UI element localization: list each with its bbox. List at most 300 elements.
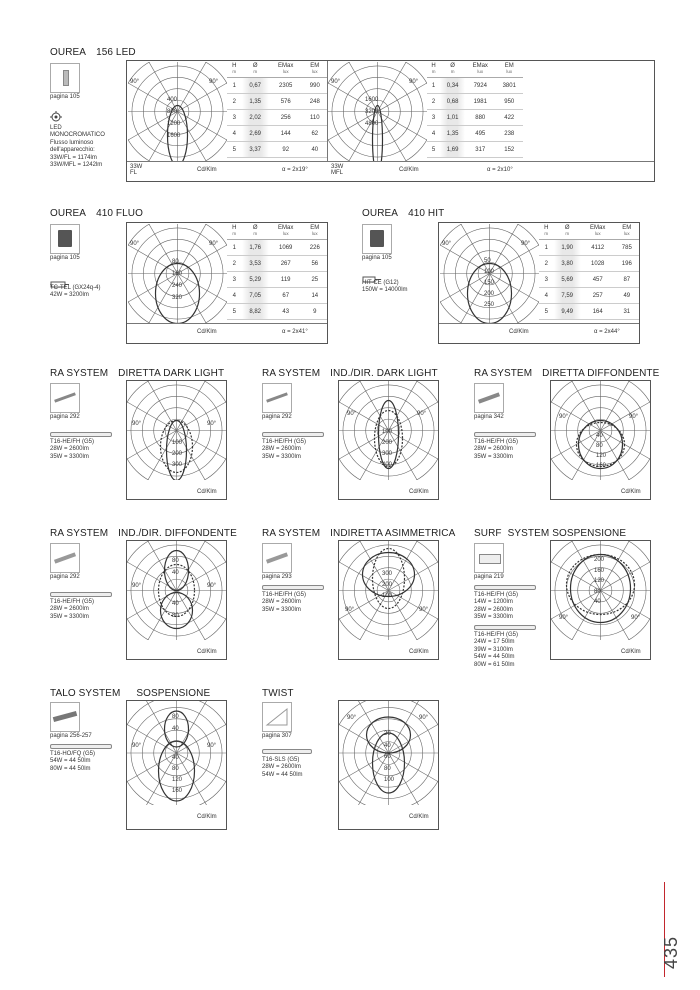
flux-value-1: 28W = 2600lm [50, 606, 89, 613]
cdklm-label: Cd/Klm [197, 489, 217, 495]
cdklm-label: Cd/Klm [621, 649, 641, 655]
table-row [539, 304, 639, 320]
cdklm-label: Cd/Klm [197, 329, 217, 335]
ring-labels-up [172, 711, 179, 735]
flux-value: 24W = 17 50lm [474, 639, 515, 646]
ra-ind-diff-title [50, 528, 237, 539]
ring-label: 100 [484, 269, 495, 275]
photometric-panel-surf [550, 540, 651, 660]
table-row [427, 94, 523, 110]
illuminance-table-fl [227, 61, 327, 158]
title-part-a: RA SYSTEM [262, 528, 321, 539]
table-cell: 2 [427, 94, 440, 110]
th: EM [622, 225, 632, 231]
angle-left-label: 90° [345, 607, 355, 613]
table-cell: 2305 [269, 78, 303, 94]
table-cell: 9,49 [554, 304, 581, 320]
table-cell: 43 [269, 304, 303, 320]
flux-label-2: dell'apparecchio: [50, 147, 95, 154]
ring-label: 150 [484, 280, 495, 286]
table-cell: 4 [539, 288, 554, 304]
angle-left-label: 90° [331, 79, 341, 85]
ring-label: 240 [172, 283, 183, 289]
lamp-tube-icon [474, 585, 536, 590]
ourea410fluo-title [50, 208, 143, 219]
angle-right-label: 90° [207, 421, 217, 427]
table-cell: 3,80 [554, 256, 581, 272]
ring-label: 200 [382, 582, 393, 588]
cdklm-label: Cd/Klm [409, 489, 429, 495]
lamp-icon [362, 270, 382, 277]
title-part-b: 410 FLUO [96, 208, 143, 219]
th: EM [310, 63, 320, 69]
title-part-b: SOSPENSIONE [136, 688, 211, 699]
table-cell: 3,37 [242, 142, 269, 158]
flux-value-2: 35W = 3300lm [50, 613, 89, 620]
table-cell: 40 [303, 142, 327, 158]
lamp-type: T16-HE/FH (G5) [50, 439, 95, 445]
photometric-panel-ra-indiretta [338, 540, 439, 660]
table-cell: 14 [303, 288, 327, 304]
table-cell: 576 [269, 94, 303, 110]
ring-label: 200 [484, 291, 495, 297]
lamp-tube-icon [50, 432, 112, 437]
lamp-spec [50, 439, 94, 461]
lamp-tube-icon [262, 585, 324, 590]
angle-left-label: 90° [130, 79, 140, 85]
th: Ø [252, 63, 258, 69]
illuminance-table [539, 223, 639, 320]
table-cell: 1 [227, 240, 242, 256]
lamp-type: T16-HE/FH (G5) [474, 439, 519, 445]
lamp-spec [50, 285, 100, 300]
table-cell: 1 [539, 240, 554, 256]
title-part-b: 410 HIT [408, 208, 445, 219]
table-cell: 49 [615, 288, 639, 304]
ring-label: 120 [594, 578, 605, 584]
ring-label: 80 [596, 443, 603, 449]
th-unit: m [565, 231, 570, 236]
table-cell: 119 [269, 272, 303, 288]
flux-value: 150W = 14000lm [362, 287, 408, 294]
ring-label: 80 [172, 613, 179, 619]
angle-left-label: 90° [347, 411, 357, 417]
table-cell: 3 [227, 110, 242, 126]
table-cell: 56 [303, 256, 327, 272]
ring-label: 80 [384, 765, 391, 772]
ring-labels-fl [167, 94, 180, 142]
flux-value-2: 35W = 3300lm [262, 453, 301, 460]
page-ref: pagina 219 [474, 574, 504, 580]
flux-value-2: 35W = 3300lm [474, 453, 513, 460]
angle-left-label: 90° [130, 241, 140, 247]
th-unit: lux [311, 231, 318, 236]
table-cell: 5,29 [242, 272, 269, 288]
flux-value-1: 54W = 44 50lm [50, 758, 91, 765]
photometric-panel-talo [126, 700, 227, 830]
table-cell: 164 [581, 304, 615, 320]
table-cell: 9 [303, 304, 327, 320]
ring-label: 40 [596, 433, 603, 439]
table-row [539, 256, 639, 272]
ring-labels [172, 256, 182, 304]
table-cell: 2,69 [242, 126, 269, 142]
th-unit: lux [506, 69, 513, 74]
ra-diff-title [474, 368, 659, 379]
cdklm-label: Cd/Klm [197, 167, 217, 173]
ring-label: 300 [382, 451, 393, 457]
title-part-a: OUREA [362, 208, 399, 219]
table-row [227, 304, 327, 320]
table-cell: 2 [539, 256, 554, 272]
table-cell: 67 [269, 288, 303, 304]
title-part-a: TALO SYSTEM [50, 688, 121, 699]
lamp-tube-icon [262, 749, 312, 754]
table-cell: 152 [496, 142, 523, 158]
th: EMax [278, 225, 294, 231]
lamp-type: T16-HE/FH (G5) [50, 599, 95, 605]
title-part-b: INDIRETTA ASIMMETRICA [330, 528, 456, 539]
lamp-type: T16-HO/FQ (G5) [50, 751, 96, 757]
title-part-b: SYSTEM SOSPENSIONE [507, 528, 627, 539]
product-thumbnail [50, 224, 80, 254]
led-label: LED [50, 125, 62, 131]
table-cell: 5 [427, 142, 440, 158]
title-part-a: RA SYSTEM [50, 368, 109, 379]
ring-label: 100 [382, 429, 393, 435]
footer-watt: 33W [130, 164, 143, 170]
th-unit: lux [477, 69, 484, 74]
lamp-spec [262, 757, 303, 779]
led-type: MONOCROMATICO [50, 132, 105, 139]
ring-label: 50 [484, 258, 491, 264]
flux-value-1: 28W = 2600lm [262, 599, 301, 606]
footer-variant: FL [130, 170, 138, 176]
title-part-b: DIRETTA DARK LIGHT [118, 368, 225, 379]
th: Ø [252, 225, 258, 231]
photometric-panel-ourea410fluo [126, 222, 328, 344]
table-cell: 238 [496, 126, 523, 142]
page-ref: pagina 105 [50, 255, 80, 261]
lamp-spec-2 [474, 632, 518, 669]
ring-labels-mfl [365, 94, 378, 130]
photometric-panel-ra-ind-dark [338, 380, 439, 500]
flux-value-1: 28W = 2600lm [50, 446, 89, 453]
product-thumbnail [262, 383, 292, 413]
table-cell: 4112 [581, 240, 615, 256]
table-cell: 4 [427, 126, 440, 142]
table-row [227, 272, 327, 288]
ring-label: 3200 [365, 109, 379, 115]
table-row [227, 288, 327, 304]
table-cell: 2 [227, 256, 242, 272]
ring-labels [594, 555, 604, 608]
table-row [227, 110, 327, 126]
lamp-spec-1 [474, 592, 518, 622]
product-thumbnail [50, 543, 80, 573]
flux-value-1: 28W = 2600lm [262, 446, 301, 453]
title-part-a: RA SYSTEM [262, 368, 321, 379]
th-unit: lux [311, 69, 318, 74]
th-unit: m [232, 69, 237, 74]
lamp-type: T16-HE/FH (G5) [262, 439, 307, 445]
ring-label: 200 [594, 557, 605, 563]
table-cell: 92 [269, 142, 303, 158]
table-row [539, 272, 639, 288]
angle-right-label: 90° [521, 241, 531, 247]
table-cell: 1,01 [440, 110, 465, 126]
title-part-b: IND./DIR. DIFFONDENTE [118, 528, 237, 539]
th: H [232, 63, 237, 69]
table-row [227, 78, 327, 94]
photometric-panel-ra-ind-diff [126, 540, 227, 660]
photometric-panel-twist [338, 700, 439, 830]
table-cell: 256 [269, 110, 303, 126]
table-cell: 0,67 [242, 78, 269, 94]
lamp-tube-icon [474, 432, 536, 437]
page-ref: pagina 292 [50, 414, 80, 420]
led-spec [50, 125, 105, 169]
flux-value: 54W = 44 50lm [474, 654, 515, 661]
ourea410hit-title [362, 208, 444, 219]
lamp-type: TC-TEL (GX24q-4) [50, 285, 101, 291]
table-cell: 5,69 [554, 272, 581, 288]
table-row [427, 78, 523, 94]
table-cell: 267 [269, 256, 303, 272]
ring-label: 4800 [365, 121, 379, 127]
product-thumbnail [474, 543, 504, 573]
flux-value-2: 35W = 3300lm [262, 606, 301, 613]
angle-right-label: 90° [631, 615, 641, 621]
ring-labels-down [172, 753, 182, 797]
table-cell: 4 [227, 288, 242, 304]
table-row [227, 240, 327, 256]
product-thumbnail [262, 543, 292, 573]
flux-value-2: 33W/MFL = 1242lm [50, 162, 103, 169]
footer-variant: MFL [331, 170, 343, 176]
ring-label: 20 [384, 731, 391, 737]
cdklm-label: Cd/Klm [409, 649, 429, 655]
ra-indiretta-title [262, 528, 455, 539]
table-cell: 226 [303, 240, 327, 256]
ring-label: 300 [382, 571, 393, 577]
angle-left-label: 90° [347, 715, 357, 721]
beam-angle: α = 2x10° [487, 167, 513, 173]
table-cell: 7924 [465, 78, 496, 94]
ring-label: 100 [384, 777, 395, 783]
angle-right-label: 90° [629, 414, 639, 420]
talo-title [50, 688, 210, 699]
th-unit: m [544, 231, 549, 236]
flux-value: 39W = 3100lm [474, 646, 513, 653]
th-unit: m [232, 231, 237, 236]
ring-label: 1600 [167, 133, 181, 139]
angle-right-label: 90° [207, 583, 217, 589]
ring-label: 200 [172, 451, 183, 457]
table-cell: 1,90 [554, 240, 581, 256]
table-cell: 196 [615, 256, 639, 272]
table-cell: 144 [269, 126, 303, 142]
ourea156-title [50, 47, 136, 58]
th: EMax [590, 225, 606, 231]
ring-label: 40 [384, 742, 391, 749]
angle-right-label: 90° [209, 79, 219, 85]
ring-label: 80 [594, 588, 601, 595]
flux-value: 42W = 3200lm [50, 292, 89, 299]
title-part-a: RA SYSTEM [50, 528, 109, 539]
table-row [427, 126, 523, 142]
page-ref: pagina 105 [362, 255, 392, 261]
photometric-panel-ra-diff [550, 380, 651, 500]
surf-title [474, 528, 626, 539]
table-cell: 2 [227, 94, 242, 110]
table-cell: 3801 [496, 78, 523, 94]
ring-label: 80 [172, 766, 179, 772]
ring-label: 1600 [365, 97, 379, 103]
ra-ind-dark-title [262, 368, 438, 379]
title-part-a: SURF [474, 528, 502, 539]
flux-value-1: 28W = 2600lm [262, 764, 301, 771]
ring-label: 120 [596, 453, 607, 459]
title-part-b: 156 LED [96, 47, 136, 58]
ring-label: 400 [167, 97, 178, 103]
ring-label: 400 [382, 462, 393, 468]
lamp-spec [474, 439, 518, 461]
ring-label: 40 [172, 726, 179, 732]
ring-label: 60 [384, 754, 391, 760]
th-unit: m [431, 69, 436, 74]
ring-label: 1200 [167, 121, 181, 127]
lamp-spec [262, 592, 306, 614]
page-ref: pagina 256-257 [50, 733, 92, 739]
illuminance-table-mfl [427, 61, 523, 158]
cdklm-label: Cd/Klm [621, 489, 641, 495]
flux-value-2: 54W = 44 50lm [262, 771, 303, 778]
th: H [544, 225, 549, 231]
th-unit: lux [282, 231, 289, 236]
th: H [431, 63, 436, 69]
table-cell: 0,68 [440, 94, 465, 110]
table-cell: 457 [581, 272, 615, 288]
angle-right-label: 90° [417, 411, 427, 417]
table-cell: 5 [227, 142, 242, 158]
footer-fl [130, 164, 142, 176]
flux-label: Flusso luminoso [50, 139, 94, 146]
ring-label: 40 [172, 601, 179, 607]
th: EMax [278, 63, 294, 69]
table-cell: 8,82 [242, 304, 269, 320]
ring-labels [484, 256, 494, 311]
table-cell: 62 [303, 126, 327, 142]
th-unit: m [253, 231, 258, 236]
photometric-panel-ra-dark [126, 380, 227, 500]
ring-label: 40 [594, 599, 601, 605]
th: H [232, 225, 237, 231]
table-cell: 7,59 [554, 288, 581, 304]
angle-right-label: 90° [209, 241, 219, 247]
table-row [227, 94, 327, 110]
title-part-a: OUREA [50, 208, 87, 219]
product-thumbnail [474, 383, 504, 413]
beam-angle: α = 2x41° [282, 329, 308, 335]
footer-mfl [331, 164, 343, 176]
page-ref: pagina 342 [474, 414, 504, 420]
table-cell: 1 [427, 78, 440, 94]
angle-left-label: 90° [132, 583, 142, 589]
title-part-b: DIRETTA DIFFONDENTE [542, 368, 660, 379]
table-cell: 3 [427, 110, 440, 126]
table-cell: 110 [303, 110, 327, 126]
illuminance-table [227, 223, 327, 320]
flux-value: 35W = 3300lm [474, 614, 513, 621]
title-part-a: OUREA [50, 47, 87, 58]
table-row [227, 256, 327, 272]
lamp-icon [50, 275, 70, 282]
angle-right-label: 90° [409, 79, 419, 85]
table-cell: 3,53 [242, 256, 269, 272]
ring-label: 160 [172, 271, 183, 277]
photometric-panel-ourea410hit [438, 222, 640, 344]
lamp-type: T16-HE/FH (G5) [474, 592, 519, 598]
table-row [227, 142, 327, 158]
ring-label: 80 [172, 558, 179, 564]
ring-label: 80 [172, 714, 179, 720]
angle-left-label: 90° [442, 241, 452, 247]
page-ref: pagina 293 [262, 574, 292, 580]
lamp-type: T16-HE/FH (G5) [474, 632, 519, 638]
page-ref: pagina 105 [50, 94, 80, 100]
ring-label: 40 [172, 755, 179, 761]
th: EM [310, 225, 320, 231]
table-cell: 3 [227, 272, 242, 288]
ring-label: 100 [172, 440, 183, 446]
table-cell: 1028 [581, 256, 615, 272]
table-cell: 785 [615, 240, 639, 256]
angle-left-label: 90° [132, 421, 142, 427]
flux-value: 28W = 2600lm [474, 606, 513, 613]
table-cell: 1,35 [242, 94, 269, 110]
table-cell: 1,35 [440, 126, 465, 142]
ring-labels-up [172, 555, 179, 579]
lamp-type: HIT-CE (G12) [362, 280, 399, 286]
lamp-spec [50, 599, 94, 621]
th: EMax [472, 63, 488, 69]
ring-label: 100 [382, 593, 393, 599]
page-ref: pagina 307 [262, 733, 292, 739]
th: Ø [450, 63, 455, 69]
beam-angle: α = 2x44° [594, 329, 620, 335]
table-cell: 7,05 [242, 288, 269, 304]
flux-value-1: 33W/FL = 1174lm [50, 154, 97, 161]
table-cell: 990 [303, 78, 327, 94]
table-row [227, 126, 327, 142]
product-thumbnail [362, 224, 392, 254]
th-unit: m [253, 69, 258, 74]
lamp-spec [362, 280, 408, 295]
ring-label: 250 [484, 302, 495, 308]
ring-label: 40 [172, 570, 179, 576]
cdklm-label: Cd/Klm [197, 814, 217, 820]
ra-dark-title [50, 368, 224, 379]
angle-left-label: 90° [559, 615, 569, 621]
twist-title [262, 688, 294, 699]
lamp-tube-icon [474, 625, 536, 630]
table-cell: 1 [227, 78, 242, 94]
angle-right-label: 90° [207, 743, 217, 749]
table-cell: 2,02 [242, 110, 269, 126]
lamp-tube-icon [50, 592, 112, 597]
lamp-tube-icon [50, 744, 112, 749]
